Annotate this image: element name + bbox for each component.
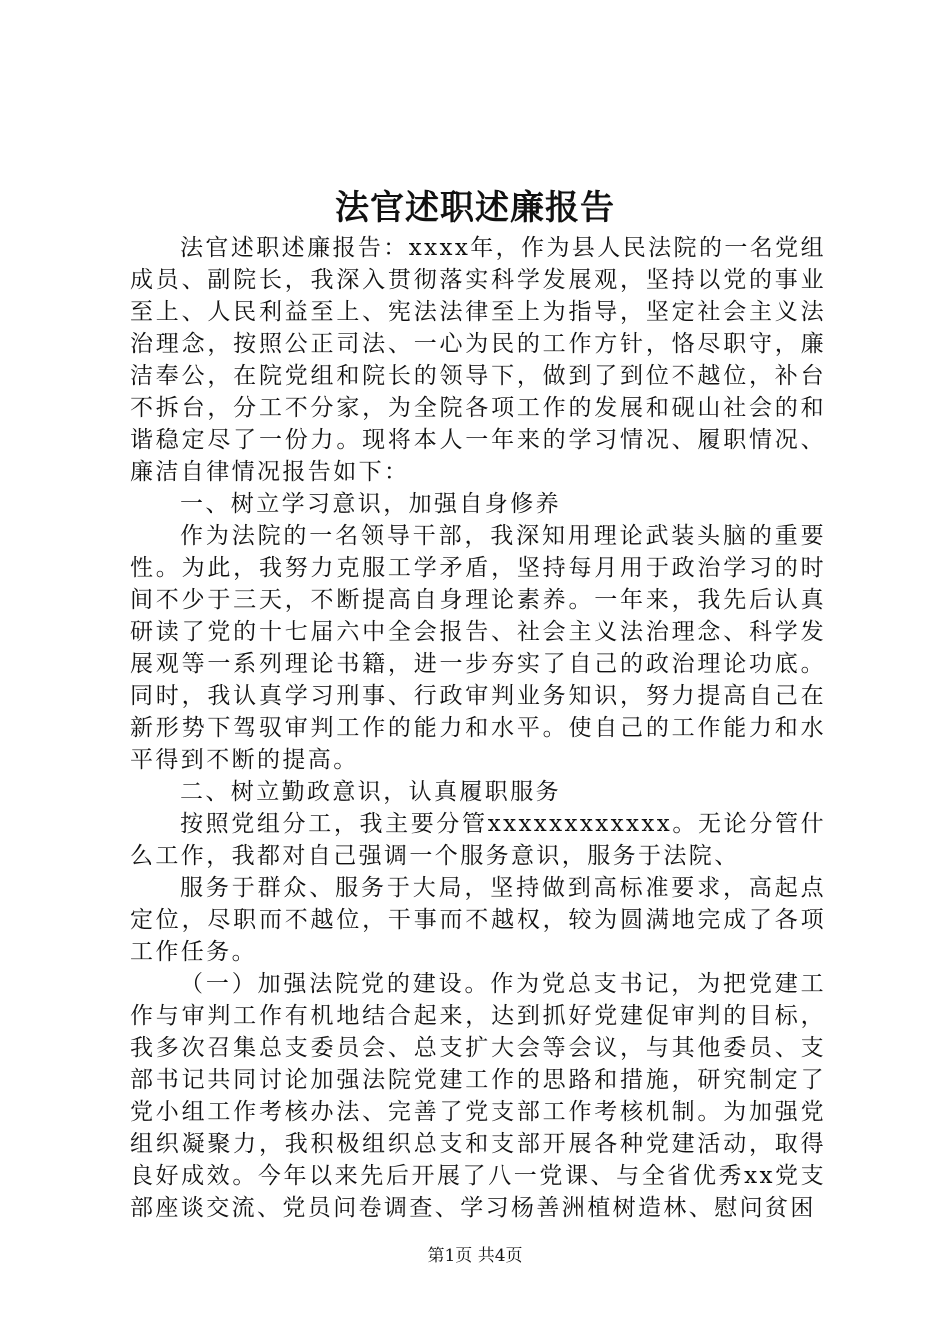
page-number-footer: 第1页 共4页 bbox=[427, 1246, 523, 1266]
section-heading-2: 二、树立勤政意识，认真履职服务 bbox=[180, 779, 561, 805]
document-title: 法官述职述廉报告 bbox=[335, 188, 615, 228]
section-heading-1: 一、树立学习意识，加强自身修养 bbox=[180, 491, 561, 517]
section-1-paragraph: 作为法院的一名领导干部，我深知用理论武装头脑的重要性。为此，我努力克服工学矛盾，坚持每月用于政治学习的时间不少于三天，不断提高自身理论素养。一年来，我先后认真研读了党的十七届六中全会报告、社会主义法治理念、科学发展观等一系列理论书籍，进一步夯实了自己的政治理论功底。同时，我认真学习刑事、行政审判业务知识，努力提高自己在新形势下驾驭审判工作的能力和水平。使自己的工作能力和水平得到不断的提高。 bbox=[130, 523, 826, 773]
section-2-paragraph-1: 按照党组分工，我主要分管xxxxxxxxxxxx。无论分管什么工作，我都对自己强调一个服务意识，服务于法院、 bbox=[130, 811, 826, 869]
document-body bbox=[130, 232, 826, 1224]
intro-paragraph: 法官述职述廉报告：xxxx年，作为县人民法院的一名党组成员、副院长，我深入贯彻落实科学发展观，坚持以党的事业至上、人民利益至上、宪法法律至上为指导，坚定社会主义法治理念，按照公正司法、一心为民的工作方针，恪尽职守，廉洁奉公，在院党组和院长的领导下，做到了到位不越位，补台不拆台，分工不分家，为全院各项工作的发展和砚山社会的和谐稳定尽了一份力。现将本人一年来的学习情况、履职情况、廉洁自律情况报告如下： bbox=[130, 235, 826, 485]
subsection-1-paragraph: （一）加强法院党的建设。作为党总支书记，为把党建工作与审判工作有机地结合起来，达到抓好党建促审判的目标，我多次召集总支委员会、总支扩大会等会议，与其他委员、支部书记共同讨论加强法院党建工作的思路和措施，研究制定了党小组工作考核办法、完善了党支部工作考核机制。为加强党组织凝聚力，我积极组织总支和支部开展各种党建活动，取得良好成效。今年以来先后开展了八一党课、与全省优秀xx党支部座谈交流、党员问卷调查、学习杨善洲植树造林、慰问贫困 bbox=[130, 971, 826, 1221]
section-2-paragraph-2: 服务于群众、服务于大局，坚持做到高标准要求，高起点定位，尽职而不越位，干事而不越权，较为圆满地完成了各项工作任务。 bbox=[130, 875, 826, 965]
